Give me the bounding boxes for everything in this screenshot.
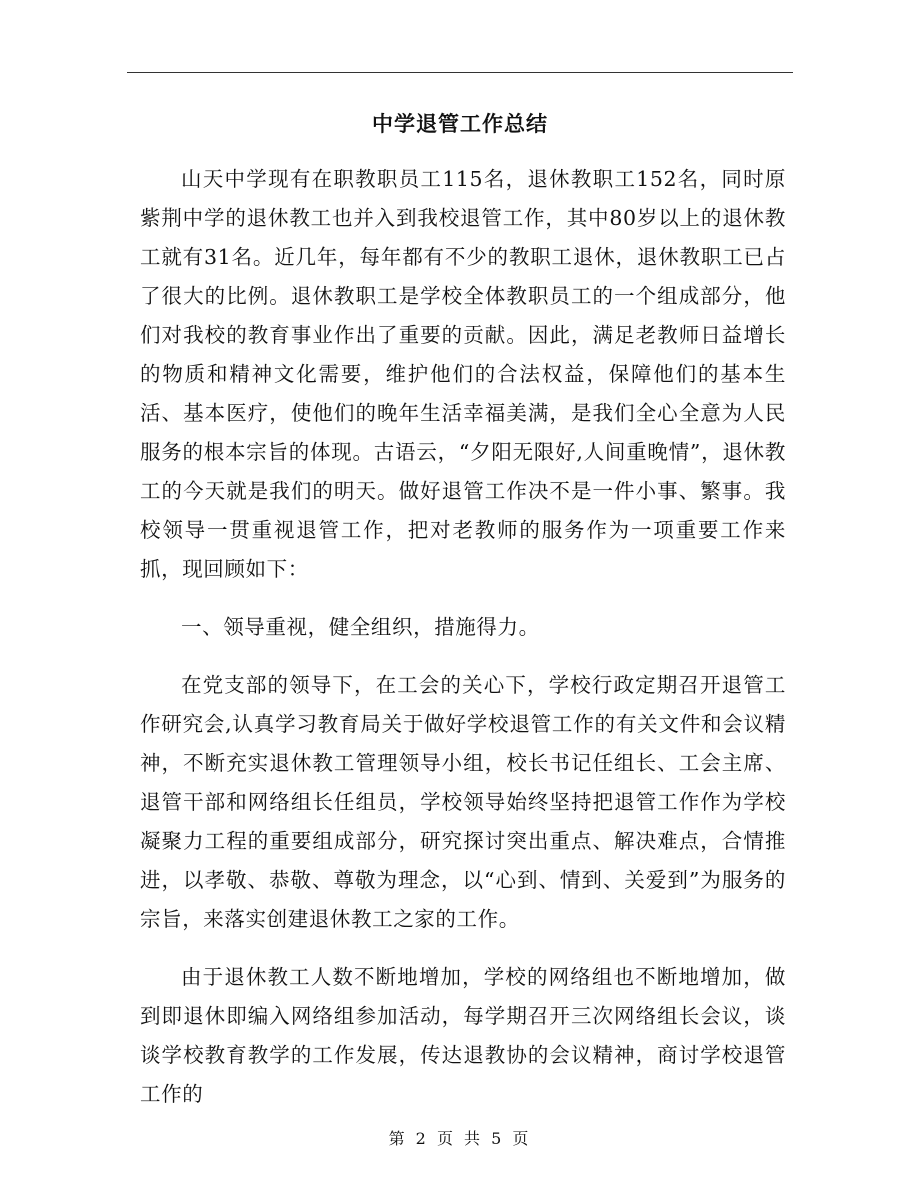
intro-paragraph: 山天中学现有在职教职员工115名，退休教职工152名，同时原紫荆中学的退休教工也并入到我校退管工作，其中80岁以上的退休教工就有31名。近几年，每年都有不少的教职工退休，退休教职工已占了很大的比例。退休教职工是学校全体教职员工的一个组成部分，他们对我校的教育事业作出了重要的贡献。因此，满足老教师日益增长的物质和精神文化需要，维护他们的合法权益，保障他们的基本生活、基本医疗，使他们的晚年生活幸福美满，是我们全心全意为人民服务的根本宗旨的体现。古语云，“夕阳无限好,人间重晚情”，退休教工的今天就是我们的明天。做好退管工作决不是一件小事、繁事。我校领导一贯重视退管工作，把对老教师的服务作为一项重要工作来抓，现回顾如下： [140, 167, 786, 581]
header-rule [127, 72, 793, 73]
body-paragraph-3: 由于退休教工人数不断地增加，学校的网络组也不断地增加，做到即退休即编入网络组参加活动，每学期召开三次网络组长会议，谈谈学校教育教学的工作发展，传达退教协的会议精神，商讨学校退管工作的 [140, 965, 786, 1106]
page-number: 第 2 页 共 5 页 [388, 1129, 532, 1148]
body-paragraph-2: 在党支部的领导下，在工会的关心下，学校行政定期召开退管工作研究会,认真学习教育局关于做好学校退管工作的有关文件和会议精神，不断充实退休教工管理领导小组，校长书记任组长、工会主席、退管干部和网络组长任组员，学校领导始终坚持把退管工作作为学校凝聚力工程的重要组成部分，研究探讨突出重点、解决难点，合情推进，以孝敬、恭敬、尊敬为理念，以“心到、情到、关爱到”为服务的宗旨，来落实创建退休教工之家的工作。 [140, 673, 786, 931]
document-body [140, 160, 786, 1114]
section-heading-1: 一、领导重视，健全组织，措施得力。 [181, 615, 540, 639]
document-title: 中学退管工作总结 [372, 112, 548, 136]
